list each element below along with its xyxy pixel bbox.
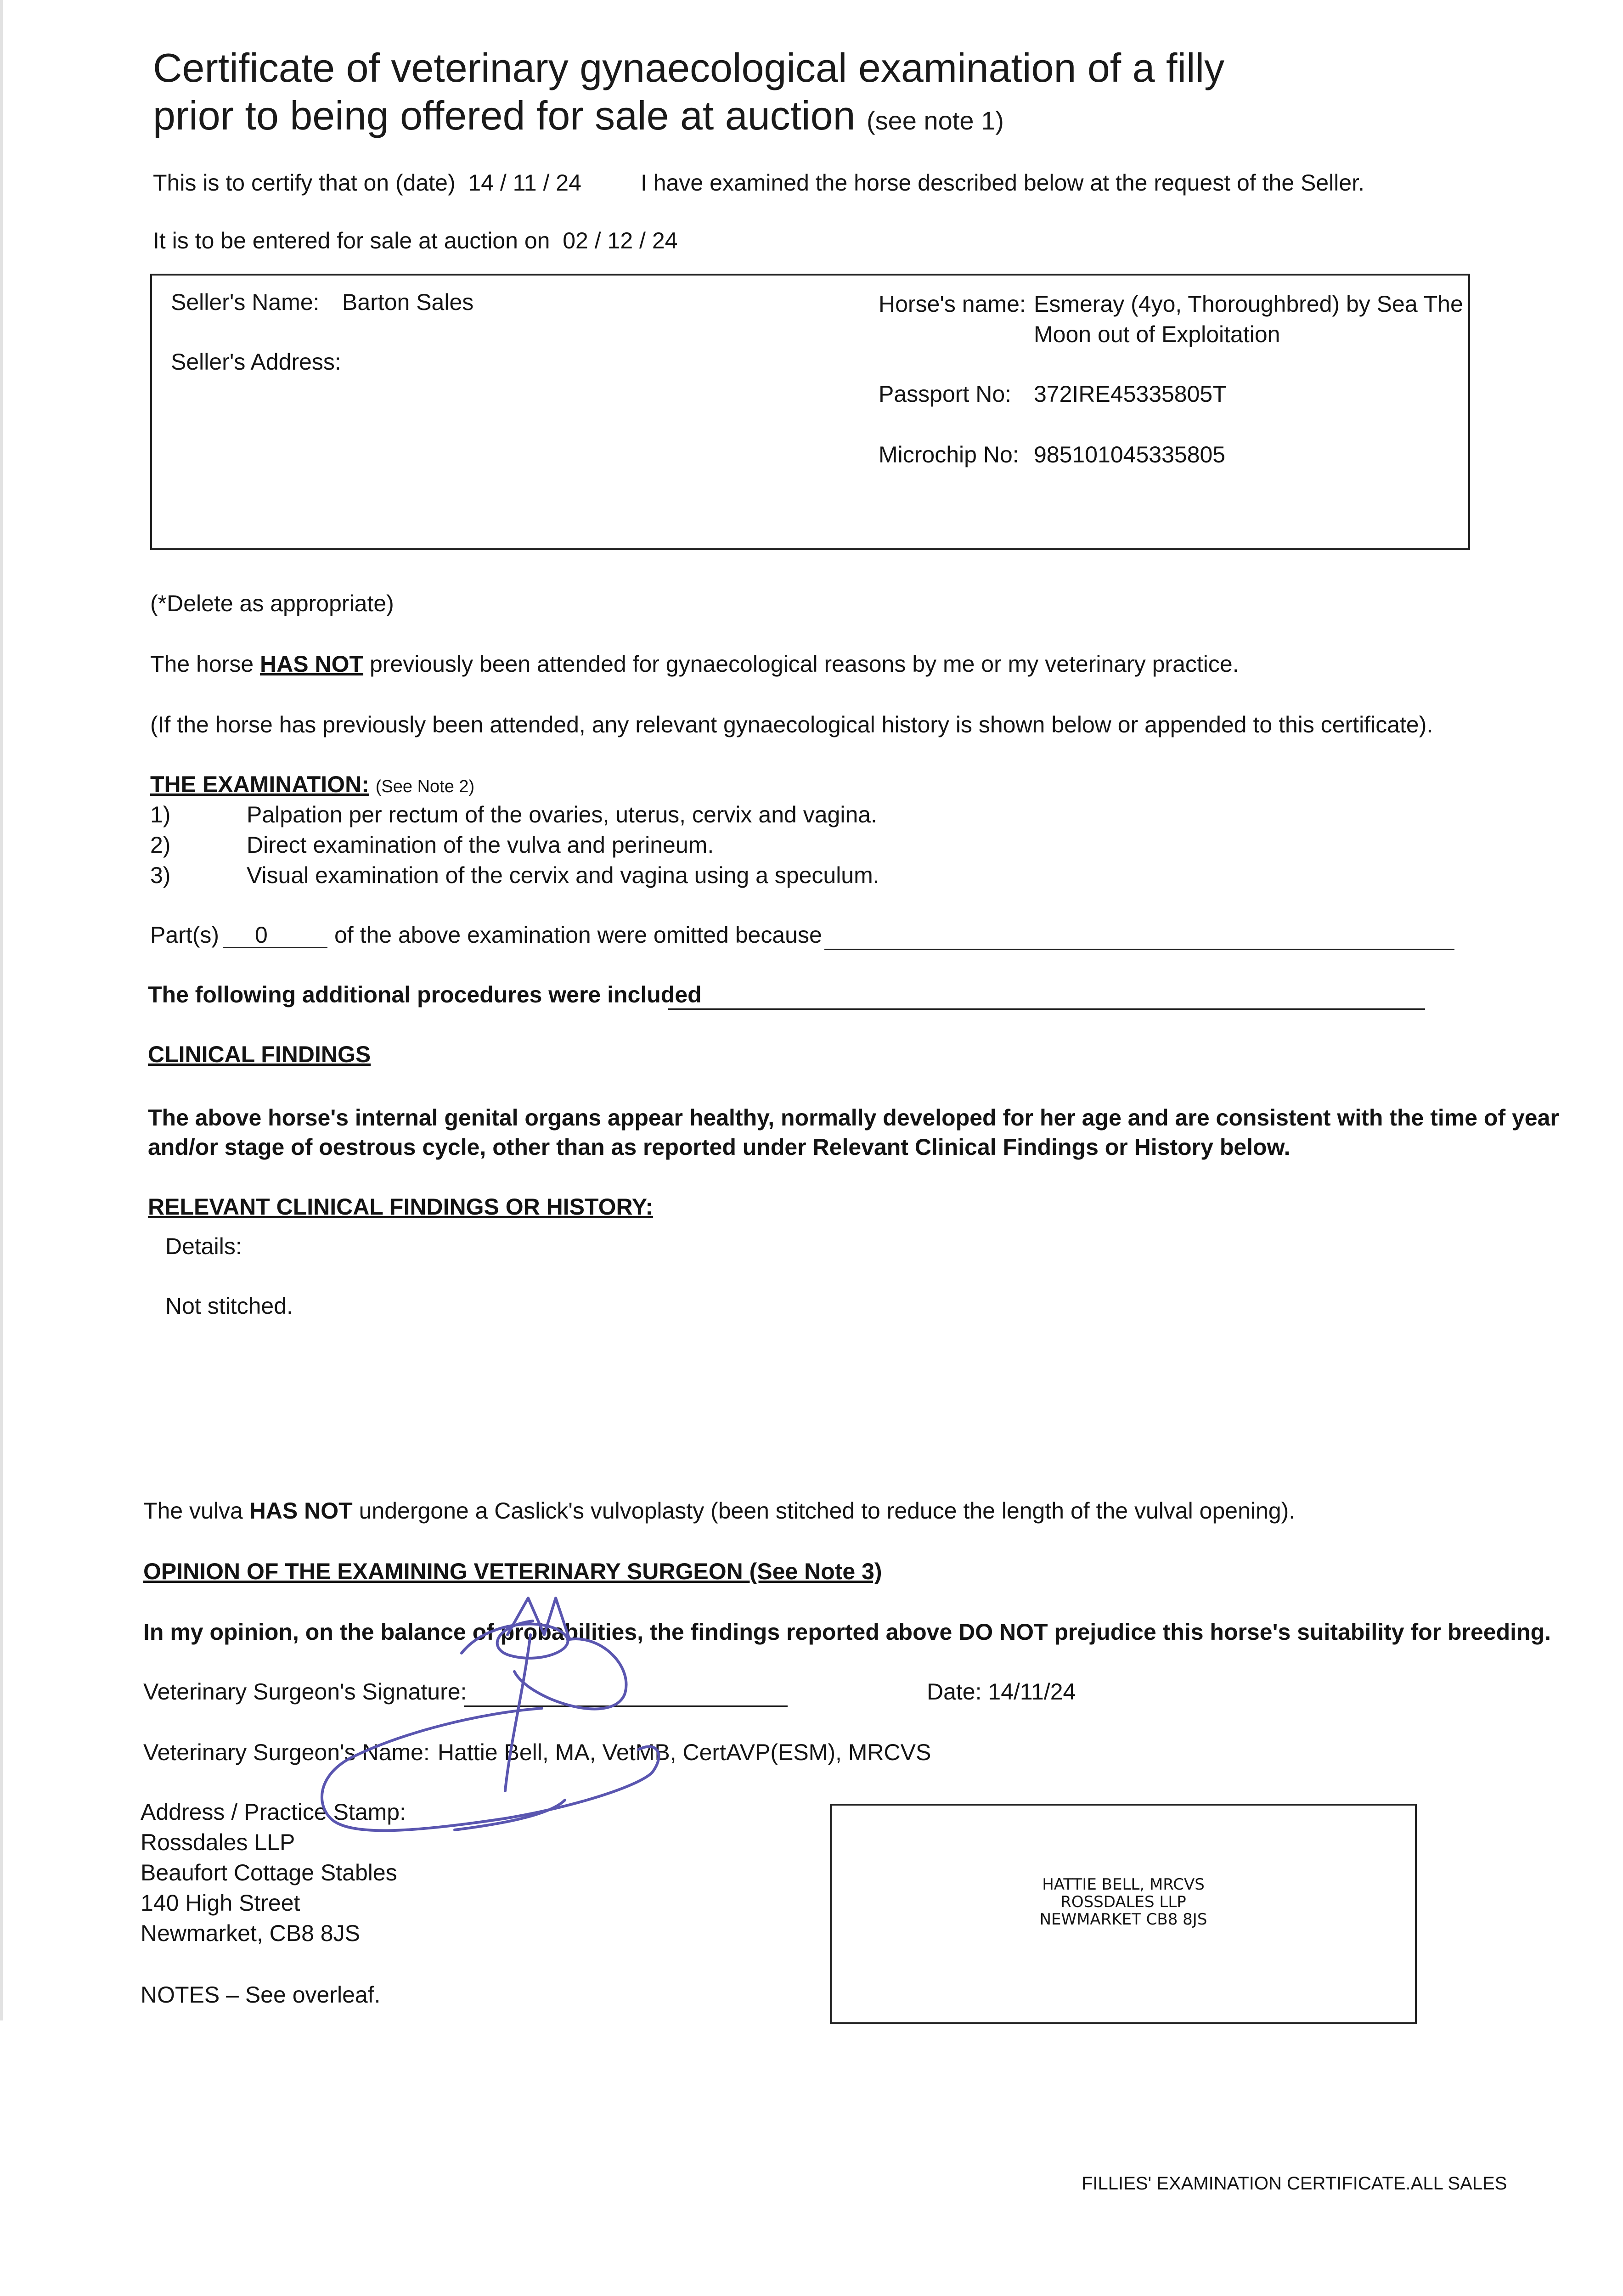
signature-stroke-1	[462, 1621, 568, 1658]
relevant-heading: RELEVANT CLINICAL FINDINGS OR HISTORY:	[148, 1194, 654, 1220]
additional-label: The following additional procedures were included	[148, 982, 702, 1007]
horse-name-label: Horse's name:	[879, 291, 1026, 317]
practice-address-line-2: Beaufort Cottage Stables	[141, 1860, 397, 1885]
exam-item-2-text: Direct examination of the vulva and perineum.	[247, 832, 714, 858]
vulva-prefix: The vulva	[143, 1498, 243, 1524]
practice-stamp-line-3: NEWMARKET CB8 8JS	[1039, 1910, 1207, 1929]
signature-label: Veterinary Surgeon's Signature:	[143, 1679, 467, 1705]
exam-item-3-text: Visual examination of the cervix and vagina using a speculum.	[247, 862, 879, 888]
certify-suffix: I have examined the horse described below at the request of the Seller.	[641, 170, 1364, 196]
relevant-details: Not stitched.	[165, 1293, 293, 1319]
examination-heading-note: (See Note 2)	[375, 777, 475, 796]
signature-stroke-2	[507, 1598, 569, 1639]
signature-strokes	[322, 1598, 659, 1830]
signature-stroke-3	[514, 1639, 626, 1709]
seller-name-label: Seller's Name:	[171, 289, 320, 315]
auction-date: 02 / 12 / 24	[563, 228, 678, 253]
attended-status: HAS NOT	[260, 651, 364, 677]
certify-prefix: This is to certify that on (date)	[153, 170, 456, 196]
surgeon-name-label: Veterinary Surgeon's Name:	[143, 1739, 430, 1765]
exam-item-1-text: Palpation per rectum of the ovaries, uterus, cervix and vagina.	[247, 802, 877, 827]
opinion-statement: In my opinion, on the balance of probabilities, the findings reported above DO NOT prejudice this horse's suitability for breeding.	[143, 1619, 1551, 1645]
notes-line: NOTES – See overleaf.	[141, 1982, 381, 2008]
clinical-statement-line-2: and/or stage of oestrous cycle, other than as reported under Relevant Clinical Findings or History below.	[148, 1134, 1291, 1160]
surgeon-name: Hattie Bell, MA, VetMB, CertAVP(ESM), MRCVS	[438, 1739, 931, 1765]
vulva-suffix: undergone a Caslick's vulvoplasty (been stitched to reduce the length of the vulval opening).	[359, 1498, 1296, 1524]
auction-prefix: It is to be entered for sale at auction on	[153, 228, 550, 253]
omitted-label: Part(s)	[150, 922, 219, 948]
practice-stamp-line-2: ROSSDALES LLP	[1060, 1893, 1186, 1911]
attended-prefix: The horse	[150, 651, 254, 677]
microchip-number: 985101045335805	[1034, 442, 1226, 467]
title-line-1: Certificate of veterinary gynaecological examination of a filly	[153, 45, 1225, 90]
horse-name-line-1: Esmeray (4yo, Thoroughbred) by Sea The	[1034, 291, 1463, 317]
signature-stroke-6	[455, 1800, 565, 1830]
history-note: (If the horse has previously been attended, any relevant gynaecological history is shown below or appended to this certificate).	[150, 712, 1433, 737]
exam-item-3-num: 3)	[150, 862, 171, 888]
vulva-status: HAS NOT	[249, 1498, 353, 1524]
practice-address-line-4: Newmarket, CB8 8JS	[141, 1920, 360, 1946]
practice-stamp-line-1: HATTIE BELL, MRCVS	[1042, 1875, 1205, 1894]
practice-address-line-3: 140 High Street	[141, 1890, 300, 1916]
omitted-suffix: of the above examination were omitted because	[334, 922, 822, 948]
clinical-statement-line-1: The above horse's internal genital organs appear healthy, normally developed for her age and are consistent with the time of year	[148, 1105, 1559, 1131]
exam-item-2-num: 2)	[150, 832, 171, 858]
practice-address-line-1: Rossdales LLP	[141, 1829, 295, 1855]
attended-suffix: previously been attended for gynaecological reasons by me or my veterinary practice.	[369, 651, 1239, 677]
clinical-heading: CLINICAL FINDINGS	[148, 1041, 371, 1067]
exam-item-1-num: 1)	[150, 802, 171, 827]
relevant-details-label: Details:	[165, 1233, 242, 1259]
examination-heading: THE EXAMINATION:	[150, 771, 369, 797]
opinion-heading: OPINION OF THE EXAMINING VETERINARY SURGEON (See Note 3)	[143, 1559, 882, 1584]
delete-note: (*Delete as appropriate)	[150, 591, 394, 616]
omitted-value: 0	[255, 922, 268, 948]
passport-label: Passport No:	[879, 381, 1012, 407]
title-note: (see note 1)	[867, 106, 1004, 135]
seller-address-label: Seller's Address:	[171, 349, 341, 375]
practice-label: Address / Practice Stamp:	[141, 1799, 406, 1825]
exam-date: 14 / 11 / 24	[468, 170, 581, 196]
seller-name: Barton Sales	[342, 289, 474, 315]
footer-label: FILLIES' EXAMINATION CERTIFICATE.ALL SALES	[1082, 2173, 1507, 2194]
horse-name-line-2: Moon out of Exploitation	[1034, 321, 1280, 347]
microchip-label: Microchip No:	[879, 442, 1019, 467]
signature-date: 14/11/24	[988, 1679, 1076, 1705]
passport-number: 372IRE45335805T	[1034, 381, 1227, 407]
signature-stroke-5	[322, 1708, 659, 1830]
title-line-2-text: prior to being offered for sale at auction	[153, 93, 856, 138]
signature-date-label: Date:	[927, 1679, 982, 1705]
